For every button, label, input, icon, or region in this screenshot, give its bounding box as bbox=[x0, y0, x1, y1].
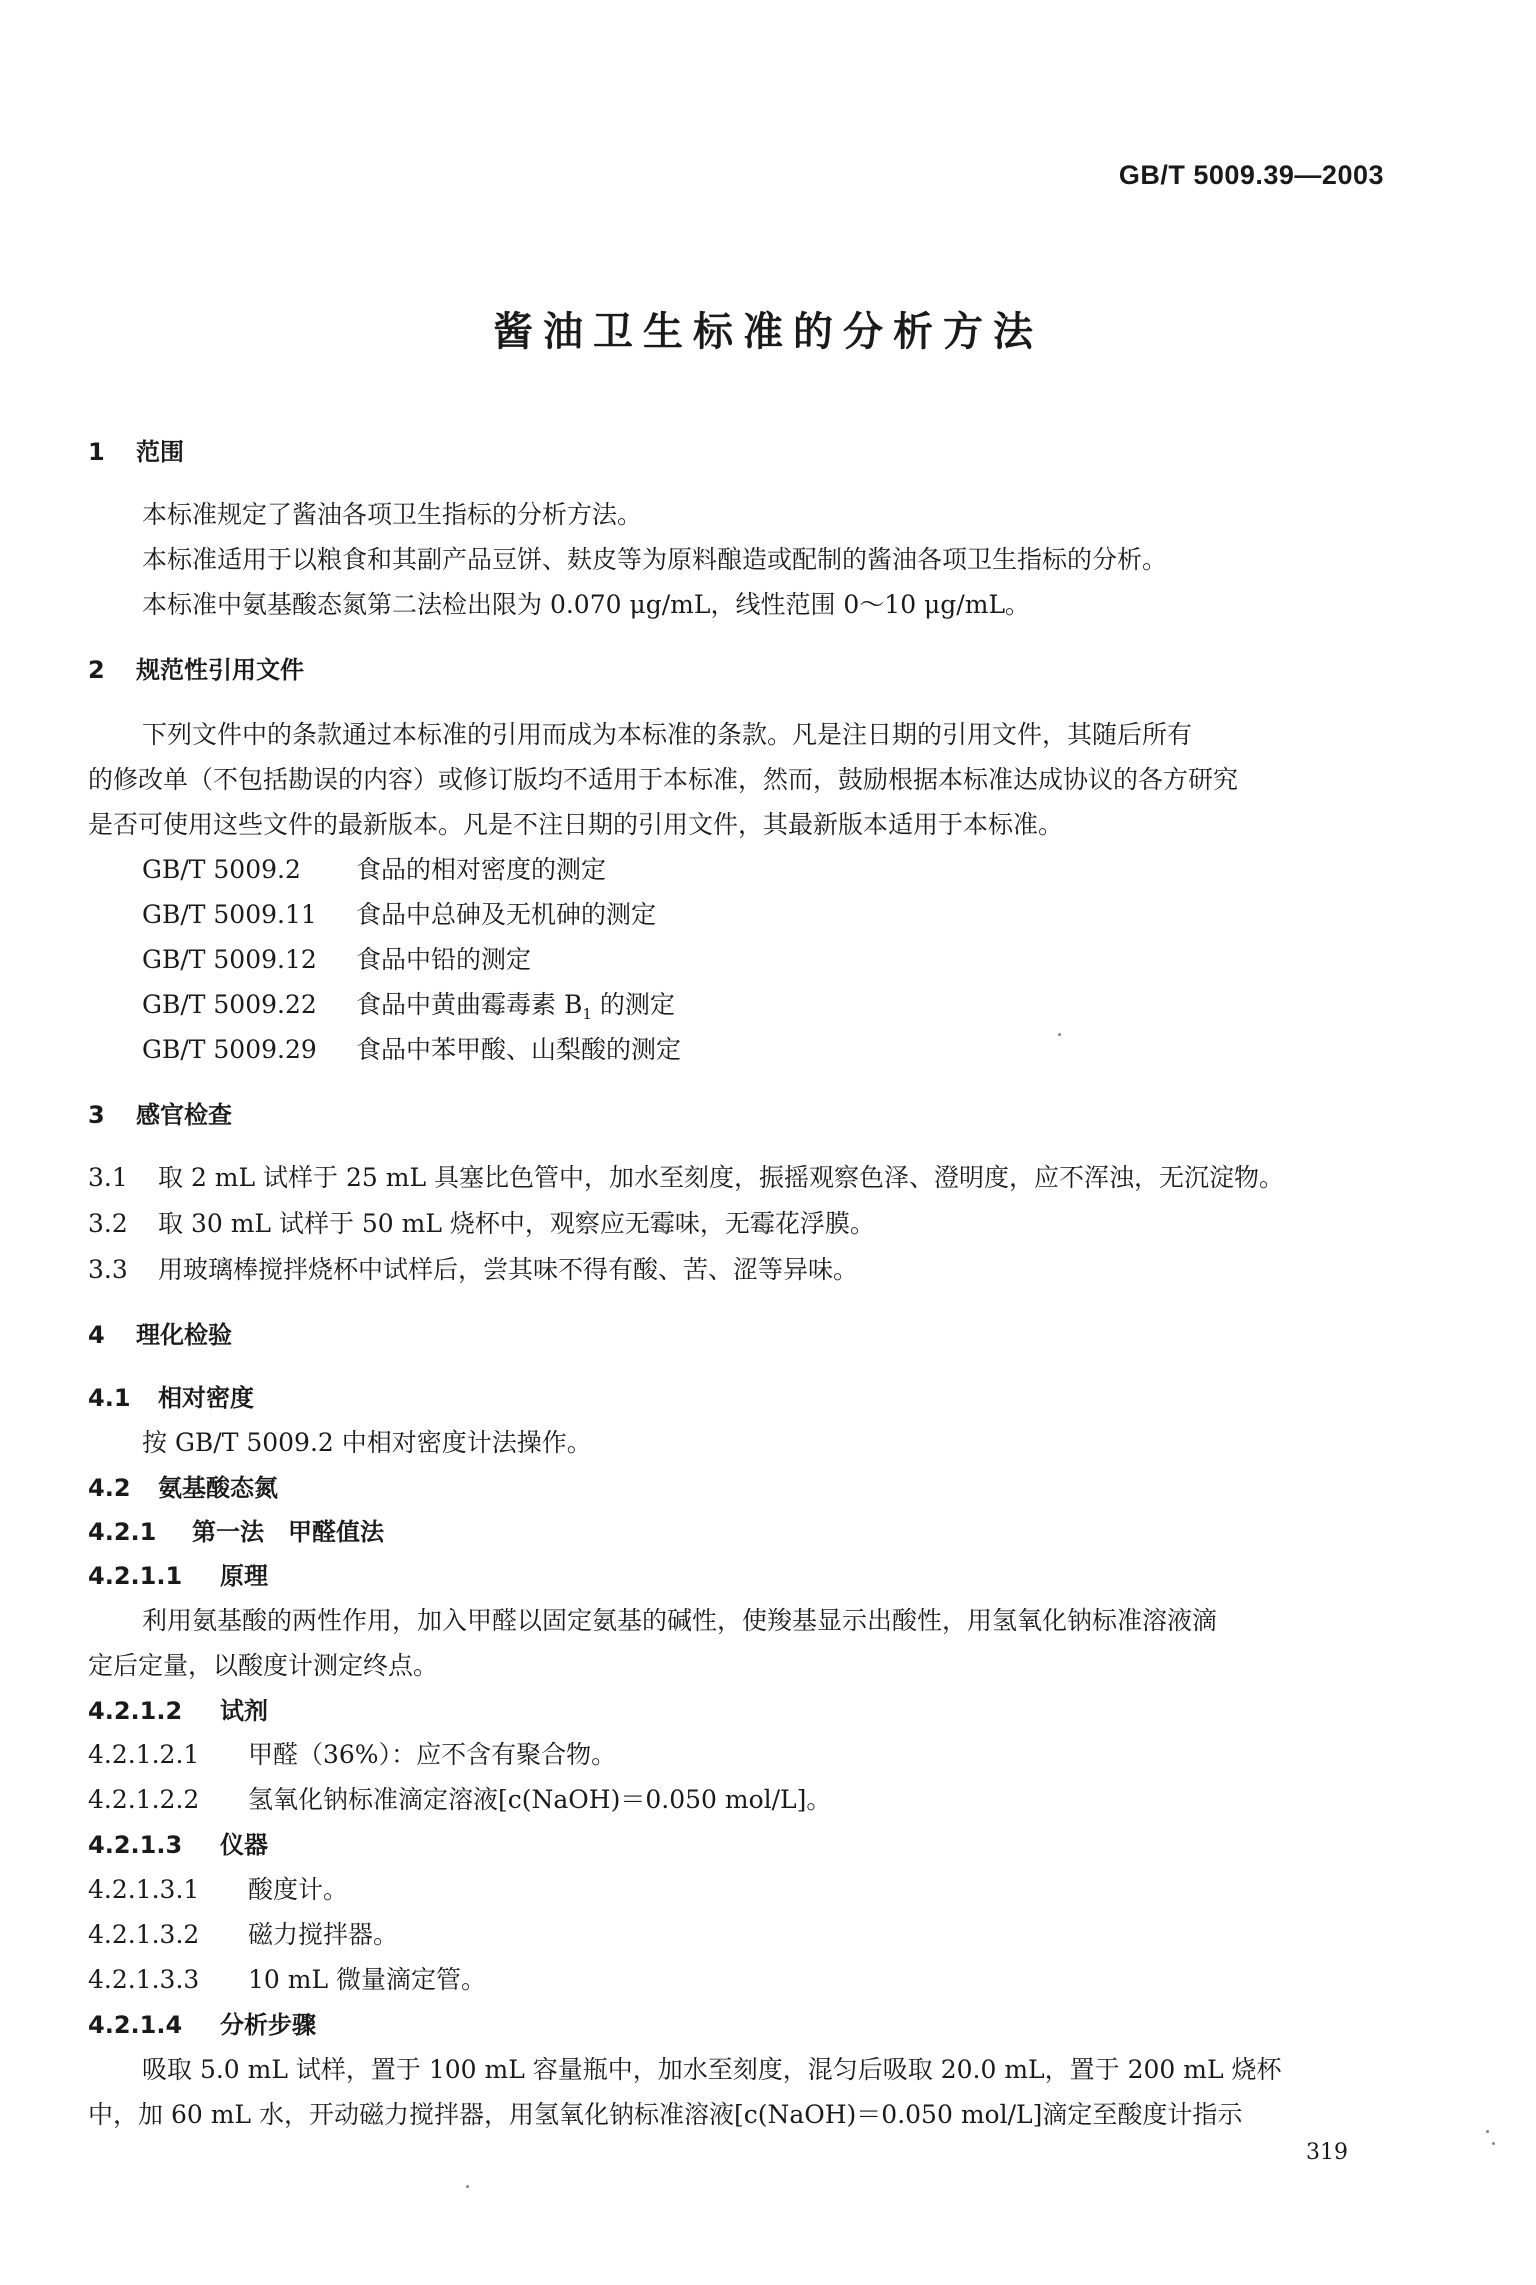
subsection-heading: 4.2.1.4 分析步骤 bbox=[88, 2011, 316, 2039]
reference-item: GB/T 5009.2 食品的相对密度的测定 bbox=[142, 855, 607, 884]
paragraph: 利用氨基酸的两性作用，加入甲醛以固定氨基的碱性，使羧基显示出酸性，用氢氧化钠标准溶液滴 bbox=[142, 1606, 1218, 1635]
subsection-heading: 4.2 氨基酸态氮 bbox=[88, 1474, 278, 1502]
reference-item: GB/T 5009.29 食品中苯甲酸、山梨酸的测定 bbox=[142, 1035, 682, 1064]
reference-item: GB/T 5009.11 食品中总砷及无机砷的测定 bbox=[142, 900, 657, 929]
clause-item: 3.1 取 2 mL 试样于 25 mL 具塞比色管中，加水至刻度，振摇观察色泽、澄明度，应不浑浊，无沉淀物。 bbox=[88, 1163, 1285, 1192]
standard-code: GB/T 5009.39—2003 bbox=[1118, 160, 1384, 190]
page-number: 319 bbox=[1306, 2140, 1348, 2165]
reference-item: GB/T 5009.12 食品中铅的测定 bbox=[142, 945, 532, 974]
scan-speck bbox=[1486, 2130, 1489, 2133]
paragraph: 本标准适用于以粮食和其副产品豆饼、麸皮等为原料酿造或配制的酱油各项卫生指标的分析。 bbox=[142, 545, 1168, 574]
clause-item: 4.2.1.3.3 10 mL 微量滴定管。 bbox=[88, 1965, 487, 1994]
clause-item: 3.3 用玻璃棒搅拌烧杯中试样后，尝其味不得有酸、苦、涩等异味。 bbox=[88, 1255, 859, 1284]
paragraph: 定后定量，以酸度计测定终点。 bbox=[88, 1651, 439, 1680]
section-2-heading: 2 规范性引用文件 bbox=[88, 656, 304, 684]
paragraph: 本标准中氨基酸态氮第二法检出限为 0.070 μg/mL，线性范围 0～10 μg/mL。 bbox=[142, 590, 1031, 619]
paragraph: 是否可使用这些文件的最新版本。凡是不注日期的引用文件，其最新版本适用于本标准。 bbox=[88, 810, 1064, 839]
clause-item: 4.2.1.2.2 氢氧化钠标准滴定溶液[c(NaOH)＝0.050 mol/L]。 bbox=[88, 1785, 832, 1814]
paragraph: 的修改单（不包括勘误的内容）或修订版均不适用于本标准，然而，鼓励根据本标准达成协议的各方研究 bbox=[88, 765, 1239, 794]
section-4-heading: 4 理化检验 bbox=[88, 1321, 232, 1349]
document-title: 酱油卫生标准的分析方法 bbox=[493, 309, 1043, 355]
clause-item: 3.2 取 30 mL 试样于 50 mL 烧杯中，观察应无霉味，无霉花浮膜。 bbox=[88, 1209, 875, 1238]
subsection-heading: 4.1 相对密度 bbox=[88, 1384, 254, 1412]
paragraph: 吸取 5.0 mL 试样，置于 100 mL 容量瓶中，加水至刻度，混匀后吸取 20.0 mL，置于 200 mL 烧杯 bbox=[142, 2055, 1282, 2084]
section-3-heading: 3 感官检查 bbox=[88, 1101, 232, 1129]
subsection-heading: 4.2.1.2 试剂 bbox=[88, 1697, 268, 1725]
scan-speck bbox=[1492, 2142, 1495, 2145]
subsection-heading: 4.2.1 第一法 甲醛值法 bbox=[88, 1518, 384, 1546]
clause-item: 4.2.1.3.1 酸度计。 bbox=[88, 1875, 349, 1904]
reference-item: GB/T 5009.22 食品中黄曲霉毒素 $B_1$ 的测定 bbox=[142, 990, 675, 1023]
paragraph: 本标准规定了酱油各项卫生指标的分析方法。 bbox=[142, 500, 643, 529]
clause-item: 4.2.1.3.2 磁力搅拌器。 bbox=[88, 1920, 399, 1949]
subsection-heading: 4.2.1.3 仪器 bbox=[88, 1831, 268, 1859]
paragraph: 按 GB/T 5009.2 中相对密度计法操作。 bbox=[142, 1428, 592, 1457]
paragraph: 中，加 60 mL 水，开动磁力搅拌器，用氢氧化钠标准溶液[c(NaOH)＝0.050 mol/L]滴定至酸度计指示 bbox=[88, 2100, 1243, 2129]
scan-speck bbox=[466, 2185, 469, 2188]
subsection-heading: 4.2.1.1 原理 bbox=[88, 1562, 268, 1590]
scan-speck bbox=[1058, 1033, 1061, 1036]
section-1-heading: 1 范围 bbox=[88, 438, 184, 466]
clause-item: 4.2.1.2.1 甲醛（36%）：应不含有聚合物。 bbox=[88, 1740, 617, 1769]
paragraph: 下列文件中的条款通过本标准的引用而成为本标准的条款。凡是注日期的引用文件，其随后所有 bbox=[142, 720, 1193, 749]
